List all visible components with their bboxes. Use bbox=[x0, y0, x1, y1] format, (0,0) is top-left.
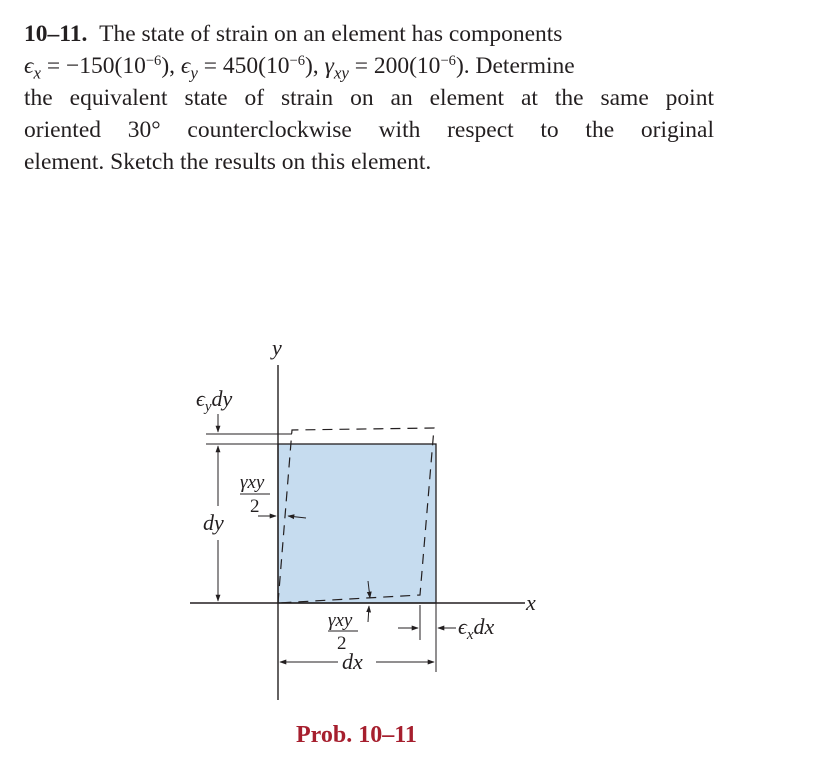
figure-caption: Prob. 10–11 bbox=[296, 722, 417, 748]
strain-y-value: = 450(10 bbox=[203, 53, 290, 79]
gamma-bottom-denominator: 2 bbox=[337, 633, 347, 654]
problem-line-3: the equivalent state of strain on an element at the same point bbox=[24, 85, 714, 111]
strain-x-exponent: −6 bbox=[145, 53, 162, 69]
strain-x-close: ), bbox=[161, 53, 176, 79]
gamma-bottom-arrow-up bbox=[368, 606, 369, 622]
y-axis-label: y bbox=[272, 335, 282, 360]
strain-y-symbol: ϵ bbox=[180, 53, 191, 79]
strain-y-close: ), bbox=[304, 53, 319, 79]
strain-y-sub: y bbox=[190, 63, 198, 83]
ey-dy-label: $\epsilon_ydy$ bbox=[196, 386, 233, 415]
strain-x-sub: x bbox=[33, 63, 41, 83]
x-axis-label: x bbox=[526, 590, 536, 615]
problem-line-5: element. Sketch the results on this element. bbox=[24, 149, 432, 175]
shear-strain-symbol: γ bbox=[324, 53, 334, 79]
shear-strain-value: = 200(10 bbox=[354, 53, 441, 79]
gamma-bottom-numerator: γxy bbox=[328, 610, 353, 631]
gamma-left-numerator: γxy bbox=[240, 472, 265, 493]
ex-dx-label: $\epsilon_xdx$ bbox=[458, 614, 495, 643]
dx-label: dx bbox=[342, 649, 363, 674]
shear-strain-exponent: −6 bbox=[440, 53, 456, 69]
dy-label: dy bbox=[203, 510, 224, 535]
gamma-left-denominator: 2 bbox=[250, 496, 260, 517]
problem-intro-text: The state of strain on an element has components bbox=[99, 21, 563, 47]
problem-number: 10–11. bbox=[24, 21, 88, 47]
problem-line-4: oriented 30° counterclockwise with respect to the original bbox=[24, 117, 714, 143]
strain-x-value: = −150(10 bbox=[46, 53, 146, 79]
shear-strain-sub: xy bbox=[333, 63, 349, 83]
shear-strain-close: ) bbox=[455, 53, 464, 79]
strain-x-symbol: ϵ bbox=[24, 53, 34, 79]
determine-text: . Determine bbox=[463, 53, 575, 79]
element-square bbox=[278, 444, 436, 603]
strain-y-exponent: −6 bbox=[289, 53, 305, 69]
